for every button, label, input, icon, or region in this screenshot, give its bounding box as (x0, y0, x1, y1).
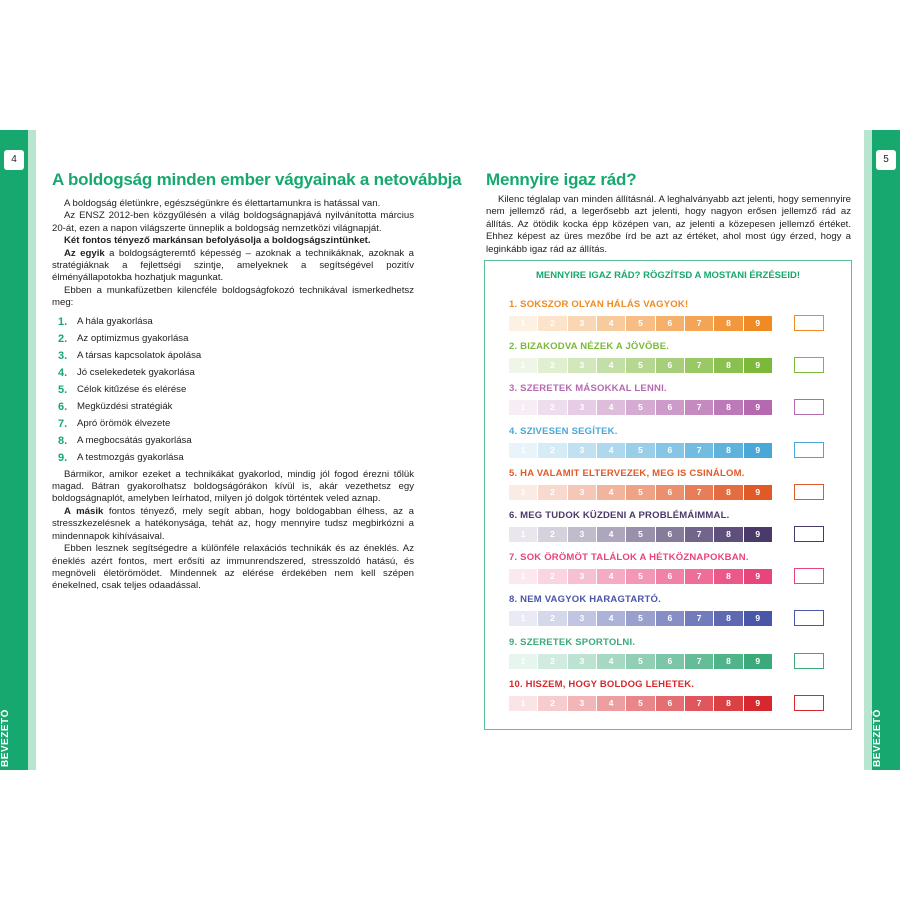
rating-cell-6: 6 (656, 400, 684, 415)
list-number: 5. (58, 383, 68, 396)
rating-cell-6: 6 (656, 569, 684, 584)
rating-cell-5: 5 (626, 358, 654, 373)
paragraph-text: a boldogságteremtő képesség – azoknak a technikáknak, azoknak a stratégiáknak a fejlettségi szintje, amelyeknek a segítségével pozitív élményállapotokba hozhatjuk magunkat. (52, 247, 414, 284)
list-text: Apró örömök élvezete (77, 417, 171, 429)
statement-item (509, 510, 839, 550)
left-page-edge-bar (0, 130, 28, 770)
answer-box[interactable] (794, 695, 824, 711)
list-text: Célok kitűzése és elérése (77, 383, 187, 395)
rating-scale (509, 400, 772, 415)
list-text: Az optimizmus gyakorlása (77, 332, 189, 344)
statement-item (509, 426, 839, 466)
rating-cell-2: 2 (538, 696, 566, 711)
answer-box[interactable] (794, 442, 824, 458)
rating-cell-7: 7 (685, 316, 713, 331)
rating-scale (509, 696, 772, 711)
rating-cell-6: 6 (656, 611, 684, 626)
rating-cell-7: 7 (685, 569, 713, 584)
rating-cell-3: 3 (568, 654, 596, 669)
rating-cell-3: 3 (568, 527, 596, 542)
statement-label: 7. SOK ÖRÖMÖT TALÁLOK A HÉTKÖZNAPOKBAN. (509, 552, 749, 564)
rating-cell-9: 9 (744, 400, 772, 415)
list-number: 1. (58, 315, 68, 328)
rating-cell-6: 6 (656, 358, 684, 373)
rating-cell-7: 7 (685, 527, 713, 542)
rating-cell-2: 2 (538, 569, 566, 584)
rating-cell-6: 6 (656, 316, 684, 331)
statement-item (509, 552, 839, 592)
rating-cell-5: 5 (626, 569, 654, 584)
rating-cell-7: 7 (685, 443, 713, 458)
rating-cell-6: 6 (656, 696, 684, 711)
paragraph: Bármikor, amikor ezeket a technikákat gyakorlod, mindig jól fogod érezni tőlük magad. Bátran gyakorolhatsz boldogságórákon kívül is, akár vezethetsz egy boldogságnaplót, amelyben leírhatod, milyen jó dolgok történtek veled aznap. (52, 468, 414, 505)
rating-cell-4: 4 (597, 485, 625, 500)
rating-cell-1: 1 (509, 569, 537, 584)
rating-cell-8: 8 (714, 400, 742, 415)
rating-cell-6: 6 (656, 485, 684, 500)
rating-cell-5: 5 (626, 527, 654, 542)
paragraph: Kilenc téglalap van minden állításnál. A leghalványabb azt jelenti, hogy semennyire nem jellemző rád, a legerősebb azt jelenti, hogy nagyon erősen jellemző rád az állítás. Az ötödik kocka épp középen van, az jelenti a közepesen jellemző értéket. Ehhez képest az üres mezőbe írd be azt az értéket, ahol most úgy érzed, hogy a leginkább igaz rád az állítás. (486, 194, 851, 255)
statement-label: 10. HISZEM, HOGY BOLDOG LEHETEK. (509, 678, 695, 690)
left-page-edge-stripe (28, 130, 36, 770)
rating-cell-2: 2 (538, 400, 566, 415)
technique-list-item (52, 450, 414, 467)
statement-item (509, 299, 839, 339)
rating-cell-3: 3 (568, 696, 596, 711)
list-text: A megbocsátás gyakorlása (77, 434, 192, 446)
rating-scale (509, 527, 772, 542)
answer-box[interactable] (794, 568, 824, 584)
rating-cell-1: 1 (509, 443, 537, 458)
rating-cell-5: 5 (626, 485, 654, 500)
paragraph (52, 248, 414, 285)
rating-scale (509, 358, 772, 373)
rating-cell-7: 7 (685, 400, 713, 415)
rating-cell-8: 8 (714, 696, 742, 711)
rating-cell-3: 3 (568, 400, 596, 415)
paragraph: A boldogság életünkre, egészségünkre és élettartamunkra is hatással van. (64, 198, 381, 209)
rating-scale (509, 485, 772, 500)
rating-cell-9: 9 (744, 611, 772, 626)
rating-cell-4: 4 (597, 569, 625, 584)
rating-cell-9: 9 (744, 485, 772, 500)
rating-cell-7: 7 (685, 696, 713, 711)
right-page-title: Mennyire igaz rád? (486, 170, 637, 189)
technique-list-item (52, 365, 414, 382)
rating-cell-3: 3 (568, 569, 596, 584)
answer-box[interactable] (794, 315, 824, 331)
rating-cell-5: 5 (626, 696, 654, 711)
bold-lead: A másik (64, 505, 104, 517)
statement-item (509, 594, 839, 634)
rating-cell-8: 8 (714, 443, 742, 458)
rating-cell-1: 1 (509, 485, 537, 500)
rating-cell-1: 1 (509, 400, 537, 415)
rating-cell-4: 4 (597, 527, 625, 542)
paragraph: Ebben lesznek segítségedre a különféle relaxációs technikák és az éneklés. Az éneklés azért fontos, mert erősíti az immunrendszered, stresszoldó hatású, és megnöveli életörömödet. Mindennek az elérése érdekében nem kell szépen énekelned, csak teljes odaadással. (52, 543, 414, 592)
left-page-number: 4 (4, 150, 24, 170)
rating-cell-9: 9 (744, 654, 772, 669)
rating-cell-1: 1 (509, 527, 537, 542)
rating-scale (509, 654, 772, 669)
paragraph: Az ENSZ 2012-ben közgyűlésén a világ boldogságnapjává nyilvánította március 20-át, ezen a napon világszerte ünneplik a boldogság nemzetközi világnapját. (52, 210, 414, 234)
rating-cell-2: 2 (538, 611, 566, 626)
rating-cell-3: 3 (568, 316, 596, 331)
right-side-label: BEVEZETŐ (872, 709, 883, 767)
rating-cell-5: 5 (626, 611, 654, 626)
rating-cell-4: 4 (597, 611, 625, 626)
rating-cell-4: 4 (597, 654, 625, 669)
technique-list-item (52, 399, 414, 416)
statement-label: 2. BIZAKODVA NÉZEK A JÖVŐBE. (509, 341, 670, 353)
rating-cell-3: 3 (568, 485, 596, 500)
statement-label: 5. HA VALAMIT ELTERVEZEK, MEG IS CSINÁLOM. (509, 467, 745, 479)
rating-scale (509, 569, 772, 584)
rating-cell-1: 1 (509, 696, 537, 711)
list-text: Jó cselekedetek gyakorlása (77, 366, 195, 378)
rating-cell-8: 8 (714, 485, 742, 500)
book-spread (0, 130, 900, 770)
questionnaire-title: MENNYIRE IGAZ RÁD? RÖGZÍTSD A MOSTANI ÉRZÉSEID! (535, 270, 801, 281)
list-number: 3. (58, 349, 68, 362)
list-number: 7. (58, 417, 68, 430)
technique-list-item (52, 433, 414, 450)
paragraph (52, 506, 414, 543)
list-text: A testmozgás gyakorlása (77, 451, 184, 463)
questionnaire-panel (484, 260, 852, 730)
rating-cell-8: 8 (714, 527, 742, 542)
technique-list-item (52, 382, 414, 399)
paragraph: Ebben a munkafüzetben kilencféle boldogságfokozó technikával ismerkedhetsz meg: (52, 284, 414, 309)
rating-cell-8: 8 (714, 316, 742, 331)
list-number: 8. (58, 434, 68, 447)
rating-cell-3: 3 (568, 611, 596, 626)
rating-cell-1: 1 (509, 611, 537, 626)
answer-box[interactable] (794, 653, 824, 669)
rating-cell-1: 1 (509, 316, 537, 331)
rating-cell-8: 8 (714, 569, 742, 584)
rating-cell-4: 4 (597, 400, 625, 415)
rating-cell-3: 3 (568, 443, 596, 458)
rating-cell-2: 2 (538, 316, 566, 331)
statement-item (509, 341, 839, 381)
rating-cell-3: 3 (568, 358, 596, 373)
rating-cell-9: 9 (744, 527, 772, 542)
rating-cell-8: 8 (714, 358, 742, 373)
list-text: A hála gyakorlása (77, 315, 153, 327)
rating-cell-9: 9 (744, 569, 772, 584)
rating-cell-5: 5 (626, 443, 654, 458)
rating-cell-5: 5 (626, 400, 654, 415)
rating-cell-7: 7 (685, 611, 713, 626)
statement-item (509, 679, 839, 719)
rating-cell-7: 7 (685, 485, 713, 500)
rating-cell-8: 8 (714, 611, 742, 626)
statement-item (509, 383, 839, 423)
rating-cell-5: 5 (626, 316, 654, 331)
left-side-label: BEVEZETŐ (0, 709, 11, 767)
rating-scale (509, 611, 772, 626)
statement-label: 9. SZERETEK SPORTOLNI. (509, 636, 636, 648)
rating-cell-9: 9 (744, 316, 772, 331)
statement-label: 4. SZIVESEN SEGÍTEK. (509, 425, 618, 437)
list-number: 9. (58, 451, 68, 464)
technique-list-item (52, 416, 414, 433)
answer-box[interactable] (794, 484, 824, 500)
statement-label: 8. NEM VAGYOK HARAGTARTÓ. (509, 594, 661, 606)
rating-cell-5: 5 (626, 654, 654, 669)
list-text: Megküzdési stratégiák (77, 400, 173, 412)
rating-cell-2: 2 (538, 443, 566, 458)
rating-cell-4: 4 (597, 443, 625, 458)
list-number: 6. (58, 400, 68, 413)
right-page-intro (486, 194, 851, 256)
list-number: 2. (58, 332, 68, 345)
paragraph-bold: Két fontos tényező markánsan befolyásolja a boldogságszintünket. (64, 235, 371, 247)
rating-cell-1: 1 (509, 358, 537, 373)
rating-cell-1: 1 (509, 654, 537, 669)
bold-lead: Az egyik (64, 247, 105, 259)
answer-box[interactable] (794, 399, 824, 415)
answer-box[interactable] (794, 526, 824, 542)
right-page-edge-stripe (864, 130, 872, 770)
statement-item (509, 468, 839, 508)
rating-cell-4: 4 (597, 696, 625, 711)
rating-cell-6: 6 (656, 527, 684, 542)
rating-cell-2: 2 (538, 485, 566, 500)
right-page-number: 5 (876, 150, 896, 170)
rating-cell-4: 4 (597, 358, 625, 373)
right-page-edge-bar (872, 130, 900, 770)
rating-cell-6: 6 (656, 443, 684, 458)
rating-cell-7: 7 (685, 654, 713, 669)
technique-list-item (52, 314, 414, 331)
rating-cell-6: 6 (656, 654, 684, 669)
rating-cell-7: 7 (685, 358, 713, 373)
rating-scale (509, 443, 772, 458)
list-text: A társas kapcsolatok ápolása (77, 349, 202, 361)
rating-cell-2: 2 (538, 654, 566, 669)
rating-cell-9: 9 (744, 696, 772, 711)
list-number: 4. (58, 366, 68, 379)
statement-label: 6. MEG TUDOK KÜZDENI A PROBLÉMÁIMMAL. (509, 510, 730, 521)
rating-cell-9: 9 (744, 443, 772, 458)
rating-cell-4: 4 (597, 316, 625, 331)
left-page-title: A boldogság minden ember vágyainak a netovábbja (52, 170, 462, 189)
paragraph-text: fontos tényező, mely segít abban, hogy boldogabban élhess, az a stresszkezelésnek a hatékonysága, tehát az, hogy mennyire tudsz megbirkózni a mindennapok kihívásaival. (52, 505, 414, 542)
rating-cell-2: 2 (538, 527, 566, 542)
statement-item (509, 637, 839, 677)
statement-label: 1. SOKSZOR OLYAN HÁLÁS VAGYOK! (509, 299, 689, 310)
rating-scale (509, 316, 772, 331)
answer-box[interactable] (794, 357, 824, 373)
technique-list-item (52, 348, 414, 365)
rating-cell-9: 9 (744, 358, 772, 373)
answer-box[interactable] (794, 610, 824, 626)
technique-list-item (52, 331, 414, 348)
rating-cell-8: 8 (714, 654, 742, 669)
technique-list (52, 314, 414, 467)
statement-label: 3. SZERETEK MÁSOKKAL LENNI. (509, 383, 667, 395)
rating-cell-2: 2 (538, 358, 566, 373)
left-page-body (52, 198, 414, 593)
